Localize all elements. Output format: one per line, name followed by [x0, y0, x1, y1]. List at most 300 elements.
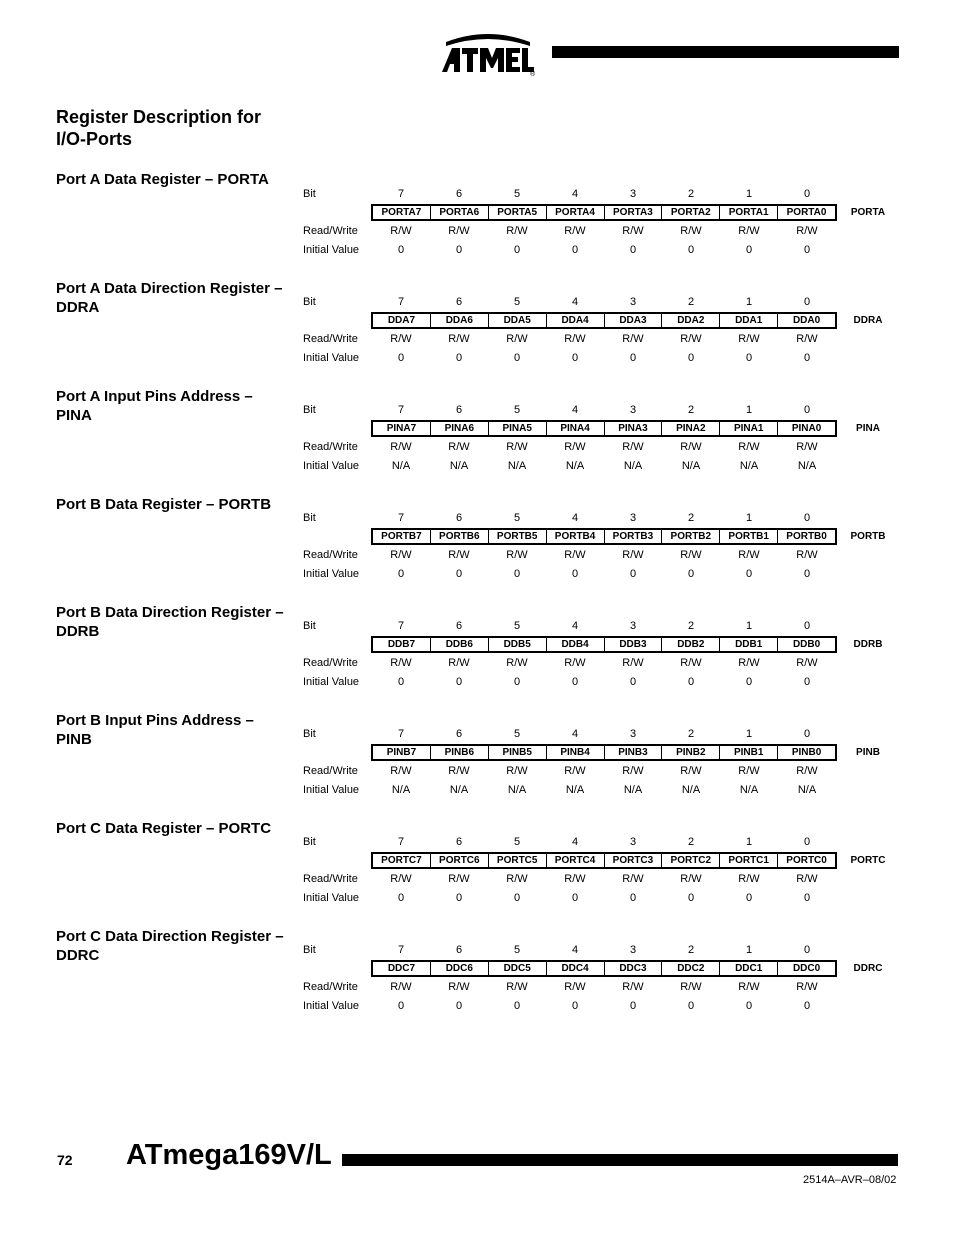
bit-label: Bit	[303, 512, 316, 524]
bit-field: PORTC4	[546, 854, 604, 867]
access-value: R/W	[390, 981, 412, 993]
bit-field: DDB5	[488, 638, 546, 651]
bit-label: Bit	[303, 620, 316, 632]
register-name: DDRA	[853, 315, 883, 326]
initial-value: 0	[397, 244, 405, 256]
initial-row	[372, 244, 838, 256]
register-title-ddrb: Port B Data Direction Register – DDRB	[56, 604, 284, 640]
initial-value: 0	[687, 676, 695, 688]
initial-value-label: Initial Value	[303, 352, 360, 364]
bit-number: 1	[745, 512, 753, 524]
register-title-porta: Port A Data Register – PORTA	[56, 171, 269, 188]
register-name: DDRB	[853, 639, 883, 650]
bit-field-box	[371, 744, 837, 761]
access-value: R/W	[390, 765, 412, 777]
footer-rule	[342, 1154, 898, 1166]
access-value: R/W	[622, 765, 644, 777]
bit-number: 7	[397, 836, 405, 848]
bit-field-box	[371, 636, 837, 653]
initial-value: 0	[745, 352, 753, 364]
bit-field: PORTB0	[777, 530, 835, 543]
initial-value: 0	[397, 892, 405, 904]
register-table-porta	[303, 188, 903, 268]
read-write-label: Read/Write	[303, 981, 358, 993]
bit-field: PORTC5	[488, 854, 546, 867]
bit-field: DDA5	[488, 314, 546, 327]
access-value: R/W	[680, 981, 702, 993]
bit-field: DDC2	[661, 962, 719, 975]
access-value: R/W	[564, 333, 586, 345]
initial-value: 0	[455, 352, 463, 364]
bit-field: PORTB6	[430, 530, 488, 543]
bit-number: 0	[803, 728, 811, 740]
bit-field: PINA7	[386, 423, 417, 434]
bit-number: 2	[687, 512, 695, 524]
initial-value: N/A	[391, 784, 411, 796]
read-write-label: Read/Write	[303, 765, 358, 777]
register-table-ddra	[303, 296, 903, 376]
bit-field: DDB1	[719, 638, 777, 651]
access-value: R/W	[738, 549, 760, 561]
initial-value: 0	[571, 892, 579, 904]
access-value: R/W	[506, 225, 528, 237]
bit-field: DDC4	[546, 962, 604, 975]
access-value: R/W	[622, 981, 644, 993]
bit-field: PORTA2	[661, 206, 719, 219]
bit-field-box	[371, 528, 837, 545]
read-write-label: Read/Write	[303, 549, 358, 561]
access-value: R/W	[564, 981, 586, 993]
initial-value-label: Initial Value	[303, 892, 360, 904]
access-value: R/W	[738, 333, 760, 345]
bit-number: 1	[745, 620, 753, 632]
bit-number: 7	[397, 620, 405, 632]
access-value: R/W	[564, 441, 586, 453]
access-value: R/W	[564, 225, 586, 237]
bit-number: 3	[629, 296, 637, 308]
bit-field: DDC0	[777, 962, 835, 975]
register-title-portc: Port C Data Register – PORTC	[56, 820, 272, 837]
bit-numbers	[372, 944, 838, 956]
bit-number: 0	[803, 836, 811, 848]
access-value: R/W	[622, 333, 644, 345]
bit-field: DDA4	[546, 314, 604, 327]
register-table-pina	[303, 404, 903, 484]
access-value: R/W	[738, 657, 760, 669]
bit-number: 3	[629, 512, 637, 524]
bit-field: PINA4	[546, 422, 604, 435]
access-value: R/W	[622, 873, 644, 885]
bit-field: DDA7	[387, 315, 416, 326]
initial-value-label: Initial Value	[303, 568, 360, 580]
bit-field: DDA6	[430, 314, 488, 327]
access-value: R/W	[448, 873, 470, 885]
initial-value: 0	[513, 244, 521, 256]
access-value: R/W	[738, 765, 760, 777]
bit-number: 4	[571, 620, 579, 632]
bit-number: 4	[571, 296, 579, 308]
bit-number: 4	[571, 404, 579, 416]
bit-field: PINA6	[430, 422, 488, 435]
bit-field: PINA1	[719, 422, 777, 435]
bit-field-box	[371, 312, 837, 329]
initial-value: 0	[455, 892, 463, 904]
bit-field: PORTA5	[488, 206, 546, 219]
bit-label: Bit	[303, 836, 316, 848]
access-value: R/W	[680, 657, 702, 669]
access-row	[372, 657, 838, 669]
bit-number: 4	[571, 944, 579, 956]
bit-number: 1	[745, 296, 753, 308]
access-value: R/W	[506, 981, 528, 993]
bit-field-box	[371, 852, 837, 869]
bit-field: PORTB4	[546, 530, 604, 543]
bit-field: DDB7	[387, 639, 416, 650]
register-title-pina: Port A Input Pins Address – PINA	[56, 388, 253, 424]
bit-number: 0	[803, 620, 811, 632]
initial-value: N/A	[797, 460, 817, 472]
bit-field: DDB0	[777, 638, 835, 651]
device-name: ATmega169V/L	[126, 1139, 332, 1171]
initial-value: 0	[745, 244, 753, 256]
initial-value: 0	[629, 676, 637, 688]
initial-value: 0	[745, 568, 753, 580]
bit-number: 3	[629, 728, 637, 740]
bit-field: PORTC1	[719, 854, 777, 867]
bit-field: PORTB7	[381, 531, 422, 542]
bit-number: 3	[629, 836, 637, 848]
read-write-label: Read/Write	[303, 225, 358, 237]
initial-value: 0	[803, 1000, 811, 1012]
bit-number: 7	[397, 944, 405, 956]
bit-number: 4	[571, 512, 579, 524]
bit-field: PINA0	[777, 422, 835, 435]
initial-value: N/A	[681, 460, 701, 472]
initial-value: 0	[571, 352, 579, 364]
initial-value: 0	[629, 892, 637, 904]
initial-value-label: Initial Value	[303, 244, 360, 256]
read-write-label: Read/Write	[303, 873, 358, 885]
read-write-label: Read/Write	[303, 441, 358, 453]
register-table-pinb	[303, 728, 903, 808]
initial-value: 0	[803, 244, 811, 256]
initial-row	[372, 352, 838, 364]
bit-numbers	[372, 404, 838, 416]
bit-field: PORTC3	[604, 854, 662, 867]
initial-value: 0	[571, 244, 579, 256]
bit-field-box	[371, 960, 837, 977]
access-value: R/W	[506, 765, 528, 777]
bit-field: PINB2	[661, 746, 719, 759]
initial-value: 0	[397, 676, 405, 688]
bit-field: PORTB3	[604, 530, 662, 543]
bit-field: PINB4	[546, 746, 604, 759]
access-value: R/W	[390, 657, 412, 669]
initial-value: 0	[687, 1000, 695, 1012]
bit-field: DDA2	[661, 314, 719, 327]
bit-number: 6	[455, 728, 463, 740]
register-name: PORTB	[850, 531, 886, 542]
register-title-ddrc: Port C Data Direction Register – DDRC	[56, 928, 284, 964]
bit-field: DDC6	[430, 962, 488, 975]
page-number: 72	[57, 1152, 73, 1168]
access-value: R/W	[506, 441, 528, 453]
initial-row	[372, 568, 838, 580]
bit-number: 0	[803, 512, 811, 524]
bit-label: Bit	[303, 728, 316, 740]
access-value: R/W	[506, 549, 528, 561]
bit-number: 1	[745, 836, 753, 848]
initial-row	[372, 892, 838, 904]
bit-label: Bit	[303, 296, 316, 308]
access-value: R/W	[506, 657, 528, 669]
initial-value: 0	[687, 244, 695, 256]
bit-number: 3	[629, 404, 637, 416]
initial-value: 0	[803, 892, 811, 904]
initial-value: N/A	[507, 784, 527, 796]
bit-field-box	[371, 420, 837, 437]
access-value: R/W	[448, 441, 470, 453]
initial-value: N/A	[391, 460, 411, 472]
access-value: R/W	[796, 657, 818, 669]
bit-number: 4	[571, 836, 579, 848]
initial-value: 0	[571, 568, 579, 580]
access-value: R/W	[796, 765, 818, 777]
initial-value: 0	[803, 568, 811, 580]
initial-value: 0	[455, 568, 463, 580]
bit-number: 6	[455, 296, 463, 308]
bit-field: PORTA3	[604, 206, 662, 219]
bit-number: 2	[687, 188, 695, 200]
initial-value: N/A	[449, 784, 469, 796]
initial-value: 0	[629, 1000, 637, 1012]
initial-value: 0	[397, 352, 405, 364]
bit-number: 6	[455, 188, 463, 200]
initial-value: 0	[455, 1000, 463, 1012]
access-value: R/W	[390, 873, 412, 885]
bit-number: 1	[745, 944, 753, 956]
access-value: R/W	[622, 549, 644, 561]
access-value: R/W	[564, 765, 586, 777]
access-value: R/W	[448, 765, 470, 777]
bit-field: PINA2	[661, 422, 719, 435]
access-value: R/W	[680, 333, 702, 345]
bit-number: 7	[397, 404, 405, 416]
initial-value-label: Initial Value	[303, 460, 360, 472]
bit-number: 5	[513, 836, 521, 848]
bit-number: 5	[513, 944, 521, 956]
bit-numbers	[372, 728, 838, 740]
registered-mark: ®	[530, 71, 536, 78]
bit-number: 6	[455, 404, 463, 416]
register-name: PINB	[856, 747, 880, 758]
initial-value: N/A	[449, 460, 469, 472]
bit-number: 4	[571, 728, 579, 740]
bit-field: PINB0	[777, 746, 835, 759]
initial-value: 0	[397, 568, 405, 580]
initial-value: 0	[455, 244, 463, 256]
bit-field: DDC3	[604, 962, 662, 975]
bit-number: 7	[397, 296, 405, 308]
bit-numbers	[372, 296, 838, 308]
access-value: R/W	[564, 873, 586, 885]
access-value: R/W	[564, 549, 586, 561]
register-table-portc	[303, 836, 903, 916]
bit-number: 2	[687, 296, 695, 308]
access-value: R/W	[680, 549, 702, 561]
bit-field: PORTC2	[661, 854, 719, 867]
bit-number: 0	[803, 404, 811, 416]
atmel-logo	[438, 28, 538, 78]
initial-value: N/A	[739, 784, 759, 796]
access-value: R/W	[738, 441, 760, 453]
bit-number: 3	[629, 188, 637, 200]
initial-row	[372, 460, 838, 472]
bit-field: PORTA7	[381, 207, 422, 218]
register-title-ddra: Port A Data Direction Register – DDRA	[56, 280, 283, 316]
bit-field: DDC7	[387, 963, 416, 974]
bit-number: 5	[513, 728, 521, 740]
register-name: DDRC	[853, 963, 883, 974]
bit-field: DDA3	[604, 314, 662, 327]
access-value: R/W	[680, 225, 702, 237]
initial-value-label: Initial Value	[303, 676, 360, 688]
initial-value: 0	[629, 244, 637, 256]
register-table-ddrb	[303, 620, 903, 700]
initial-value: 0	[513, 892, 521, 904]
bit-field: PORTC7	[381, 855, 422, 866]
initial-value: 0	[397, 1000, 405, 1012]
initial-value: 0	[513, 1000, 521, 1012]
initial-value: 0	[687, 352, 695, 364]
bit-number: 5	[513, 188, 521, 200]
access-value: R/W	[796, 549, 818, 561]
access-value: R/W	[390, 549, 412, 561]
initial-value: N/A	[681, 784, 701, 796]
initial-value: 0	[803, 352, 811, 364]
bit-number: 6	[455, 512, 463, 524]
bit-number: 2	[687, 404, 695, 416]
bit-field: PINB3	[604, 746, 662, 759]
access-value: R/W	[796, 225, 818, 237]
access-row	[372, 441, 838, 453]
access-row	[372, 333, 838, 345]
bit-field: PORTB1	[719, 530, 777, 543]
document-code: 2514A–AVR–08/02	[803, 1174, 897, 1186]
initial-value-label: Initial Value	[303, 1000, 360, 1012]
initial-value: N/A	[623, 784, 643, 796]
access-value: R/W	[622, 441, 644, 453]
access-value: R/W	[390, 225, 412, 237]
bit-numbers	[372, 512, 838, 524]
header-rule	[552, 46, 899, 58]
bit-field: PINA5	[488, 422, 546, 435]
access-value: R/W	[796, 333, 818, 345]
bit-label: Bit	[303, 404, 316, 416]
register-table-ddrc	[303, 944, 903, 1024]
initial-value: N/A	[565, 784, 585, 796]
bit-number: 4	[571, 188, 579, 200]
initial-value-label: Initial Value	[303, 784, 360, 796]
bit-number: 5	[513, 512, 521, 524]
bit-number: 5	[513, 296, 521, 308]
bit-field: PORTC6	[430, 854, 488, 867]
access-value: R/W	[448, 981, 470, 993]
bit-field: DDB4	[546, 638, 604, 651]
access-row	[372, 549, 838, 561]
bit-number: 3	[629, 944, 637, 956]
access-value: R/W	[796, 441, 818, 453]
access-value: R/W	[738, 225, 760, 237]
bit-field: DDB3	[604, 638, 662, 651]
access-value: R/W	[738, 873, 760, 885]
access-value: R/W	[390, 441, 412, 453]
initial-value: 0	[687, 568, 695, 580]
bit-field: PORTA0	[777, 206, 835, 219]
bit-field: PORTC0	[777, 854, 835, 867]
initial-value: 0	[629, 568, 637, 580]
access-value: R/W	[448, 657, 470, 669]
access-value: R/W	[796, 873, 818, 885]
bit-number: 1	[745, 188, 753, 200]
access-value: R/W	[564, 657, 586, 669]
initial-value: N/A	[507, 460, 527, 472]
access-value: R/W	[680, 441, 702, 453]
bit-number: 6	[455, 836, 463, 848]
read-write-label: Read/Write	[303, 657, 358, 669]
bit-number: 2	[687, 944, 695, 956]
bit-numbers	[372, 620, 838, 632]
access-value: R/W	[622, 657, 644, 669]
bit-field: DDA0	[777, 314, 835, 327]
initial-value: N/A	[797, 784, 817, 796]
initial-value: 0	[745, 892, 753, 904]
initial-value: 0	[513, 676, 521, 688]
bit-field-box	[371, 204, 837, 221]
initial-value: 0	[687, 892, 695, 904]
bit-field: PINA3	[604, 422, 662, 435]
initial-value: N/A	[623, 460, 643, 472]
access-value: R/W	[448, 549, 470, 561]
bit-field: DDC1	[719, 962, 777, 975]
access-value: R/W	[680, 873, 702, 885]
register-title-pinb: Port B Input Pins Address – PINB	[56, 712, 254, 748]
bit-label: Bit	[303, 188, 316, 200]
initial-value: 0	[571, 676, 579, 688]
initial-value: N/A	[739, 460, 759, 472]
access-row	[372, 225, 838, 237]
bit-field: DDB6	[430, 638, 488, 651]
bit-number: 6	[455, 944, 463, 956]
bit-number: 0	[803, 188, 811, 200]
bit-field: PINB6	[430, 746, 488, 759]
bit-number: 7	[397, 728, 405, 740]
bit-number: 1	[745, 404, 753, 416]
initial-value: 0	[455, 676, 463, 688]
bit-label: Bit	[303, 944, 316, 956]
initial-row	[372, 784, 838, 796]
access-value: R/W	[506, 333, 528, 345]
bit-number: 0	[803, 944, 811, 956]
access-value: R/W	[448, 225, 470, 237]
bit-number: 2	[687, 728, 695, 740]
bit-number: 0	[803, 296, 811, 308]
access-row	[372, 873, 838, 885]
initial-value: 0	[803, 676, 811, 688]
initial-value: N/A	[565, 460, 585, 472]
bit-field: PORTB5	[488, 530, 546, 543]
register-name: PINA	[856, 423, 880, 434]
